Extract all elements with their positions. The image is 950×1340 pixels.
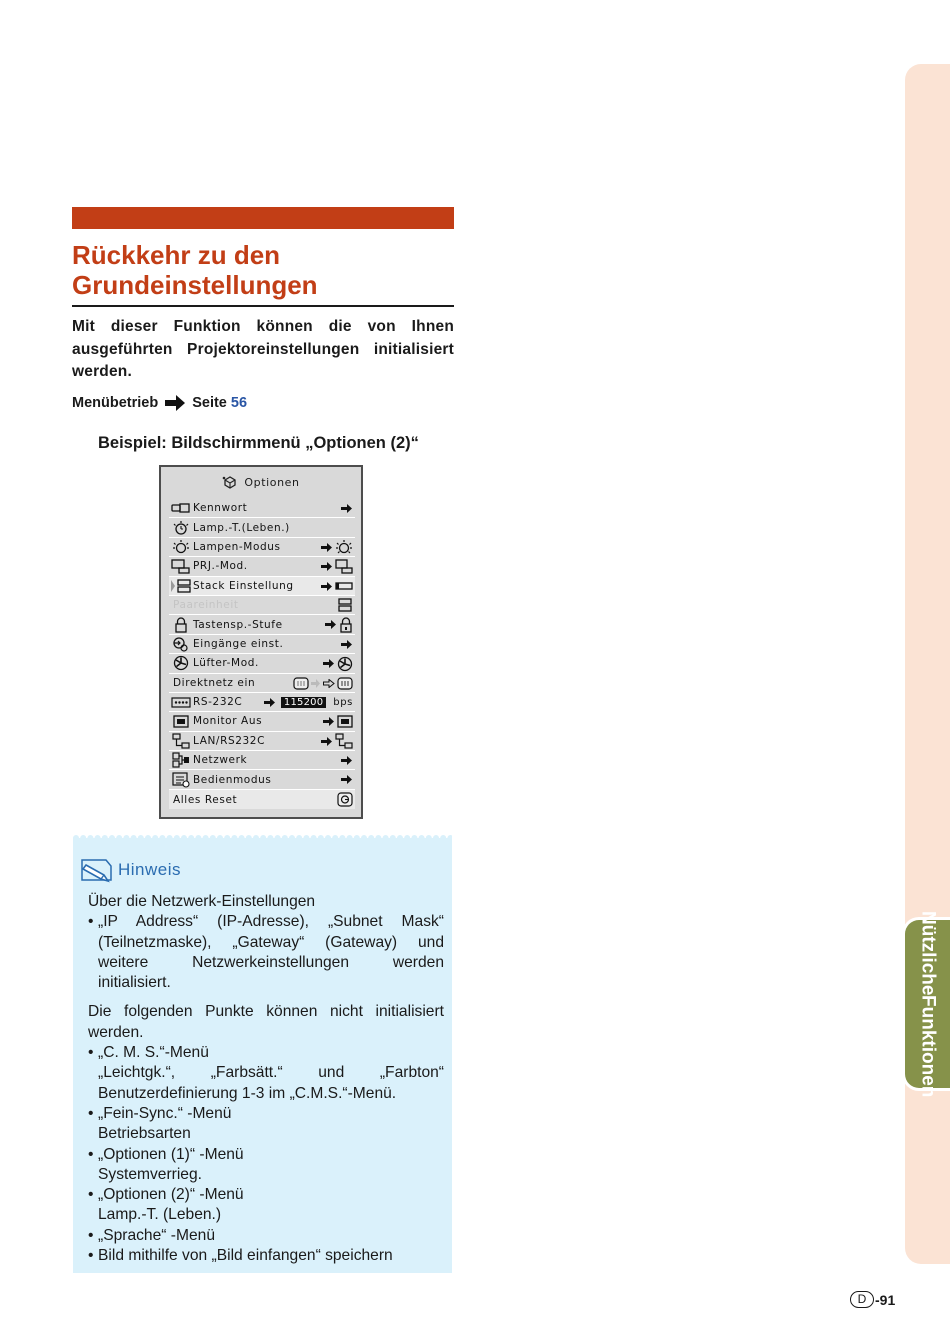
osd-item-label: Tastensp.-Stufe — [193, 618, 283, 631]
menu-ref-page-link[interactable]: 56 — [230, 395, 248, 411]
note-body — [88, 892, 444, 1266]
note-line: • „IP Address“ (IP-Adresse), „Subnet Mask“ — [98, 913, 444, 931]
osd-item-list — [169, 499, 355, 809]
intro-line2: ausgeführten Projektoreinstellungen initialisiert — [72, 340, 454, 358]
osd-header — [161, 467, 361, 497]
note-line: „Leichtgk.“, „Farbsätt.“ und „Farbton“ — [98, 1064, 444, 1082]
chapter-tab-label — [905, 910, 950, 1098]
arrow-right-icon — [341, 504, 353, 513]
lamp-icon — [169, 538, 193, 556]
note-paragraph: werden. — [88, 1023, 144, 1041]
note-paragraph: Über die Netzwerk-Einstellungen — [88, 893, 316, 910]
note-heading-text: Hinweis — [118, 860, 182, 879]
arrow-dim-icon — [311, 679, 321, 688]
menu-reference — [72, 395, 247, 411]
projection-icon — [169, 557, 193, 575]
osd-item-eingaenge-einst[interactable] — [169, 635, 355, 654]
pencil-icon — [80, 857, 116, 883]
osd-item-lan-rs232c[interactable] — [169, 732, 355, 751]
note-line: Betriebsarten — [98, 1125, 191, 1143]
key-icon — [169, 499, 193, 517]
section-title-line2: Grundeinstellungen — [72, 270, 318, 300]
arrow-right-icon — [323, 717, 335, 726]
note-bullet — [88, 1104, 444, 1145]
reset-icon — [337, 792, 353, 807]
lamp-timer-icon — [169, 519, 193, 537]
osd-item-tastensp-stufe[interactable] — [169, 615, 355, 634]
monitor-icon — [337, 715, 353, 728]
rs232c-icon — [169, 693, 193, 711]
osd-item-rs232c[interactable] — [169, 693, 355, 712]
osd-item-label: Stack Einstellung — [193, 579, 294, 592]
osd-item-label: RS-232C — [193, 696, 243, 709]
osd-item-label: Lüfter-Mod. — [193, 657, 259, 670]
page-prefix-badge: D — [850, 1291, 874, 1308]
network-settings-icon — [169, 751, 193, 769]
note-line: • „Optionen (1)“ -Menü — [98, 1145, 244, 1163]
arrow-right-icon — [325, 620, 337, 629]
note-heading — [80, 857, 181, 883]
chapter-tab-line1: Nützliche — [917, 910, 939, 996]
arrow-right-icon — [321, 737, 333, 746]
osd-item-lamp-timer[interactable] — [169, 518, 355, 537]
network-icon — [335, 733, 353, 749]
osd-item-bedienmodus[interactable] — [169, 770, 355, 789]
example-caption: Beispiel: Bildschirmmenü „Optionen (2)“ — [98, 434, 419, 452]
arrow-right-icon — [341, 756, 353, 765]
osd-item-label: Eingänge einst. — [193, 637, 284, 650]
note-line: • „C. M. S.“-Menü — [98, 1044, 209, 1062]
note-line: • „Optionen (2)“ -Menü — [98, 1186, 244, 1204]
menu-ref-page-word: Seite — [192, 395, 227, 411]
note-bullet — [88, 1145, 444, 1186]
chapter-tab[interactable] — [905, 910, 950, 1098]
note-bullet — [88, 1043, 444, 1104]
osd-item-label: LAN/RS232C — [193, 734, 265, 747]
page-number-text: -91 — [875, 1291, 896, 1308]
osd-item-label: Bedienmodus — [193, 773, 272, 786]
intro-line3: werden. — [72, 363, 132, 380]
right-arrow-icon — [164, 395, 186, 411]
note-bullet — [88, 1185, 444, 1226]
stack-icon — [169, 577, 193, 595]
osd-item-luefter-mod[interactable] — [169, 654, 355, 673]
osd-item-prj-mod[interactable] — [169, 557, 355, 576]
lamp-icon — [335, 539, 353, 555]
osd-item-monitor-aus[interactable] — [169, 712, 355, 731]
note-bullet — [88, 912, 444, 993]
osd-item-lampen-modus[interactable] — [169, 538, 355, 557]
arrow-right-icon — [264, 698, 276, 707]
projection-icon — [335, 559, 353, 574]
options-icon — [222, 475, 238, 489]
menu-ref-label: Menübetrieb — [72, 395, 159, 411]
arrow-right-icon — [341, 775, 353, 784]
lock-icon — [339, 617, 353, 633]
arrow-right-icon — [341, 640, 353, 649]
osd-item-label: Monitor Aus — [193, 715, 263, 728]
arrow-right-icon — [321, 582, 333, 591]
note-line: • „Sprache“ -Menü — [98, 1226, 215, 1244]
power-on-icon — [337, 677, 353, 690]
fan-icon — [169, 654, 193, 672]
note-bullet — [88, 1246, 444, 1266]
stack-icon — [337, 598, 353, 612]
osd-item-label: Alles Reset — [173, 793, 238, 806]
intro-line1: Mit dieser Funktion können die von Ihnen — [72, 318, 454, 335]
osd-item-direktnetz-ein[interactable] — [169, 674, 355, 693]
section-color-bar — [72, 207, 454, 229]
arrow-right-icon — [323, 659, 335, 668]
osd-item-netzwerk[interactable] — [169, 751, 355, 770]
osd-item-alles-reset[interactable] — [169, 790, 355, 809]
power-off-icon — [293, 677, 309, 690]
section-title-line1: Rückkehr zu den — [72, 240, 281, 270]
osd-menu — [159, 465, 363, 819]
input-icon — [169, 635, 193, 653]
note-line: • „Fein-Sync.“ -Menü — [98, 1104, 232, 1122]
osd-item-kennwort[interactable] — [169, 499, 355, 518]
arrow-right-icon — [321, 562, 333, 571]
osd-item-stack-einstellung[interactable] — [169, 577, 355, 596]
osd-item-label: Paareinheit — [173, 599, 239, 612]
note-line: Systemverrieg. — [98, 1165, 202, 1183]
note-line: (Teilnetzmaske), „Gateway“ (Gateway) und — [98, 933, 444, 951]
osd-item-paareinheit — [169, 596, 355, 615]
note-line: weitere Netzwerkeinstellungen werden — [98, 953, 444, 971]
note-line: Benutzerdefinierung 1-3 im „C.M.S.“-Menü. — [98, 1084, 397, 1102]
baud-rate-unit: bps — [333, 696, 353, 708]
note-paragraph: Die folgenden Punkte können nicht initialisiert — [88, 1003, 444, 1021]
osd-item-label: Lamp.-T.(Leben.) — [193, 521, 290, 534]
osd-item-label: Direktnetz ein — [173, 676, 256, 689]
network-icon — [169, 732, 193, 750]
lock-icon — [169, 616, 193, 634]
title-divider — [72, 305, 454, 307]
osd-item-label: Lampen-Modus — [193, 540, 281, 553]
baud-rate-value[interactable]: 115200 — [281, 697, 326, 708]
monitor-icon — [169, 712, 193, 730]
osd-title: Optionen — [244, 475, 300, 489]
osd-item-label: Kennwort — [193, 502, 248, 515]
note-bullet — [88, 1226, 444, 1246]
arrow-right-icon — [321, 543, 333, 552]
chapter-tab-line2: Funktionen — [917, 995, 939, 1098]
control-mode-icon — [169, 771, 193, 789]
fan-icon — [337, 656, 353, 672]
intro-paragraph — [72, 316, 454, 384]
note-line: • Bild mithilfe von „Bild einfangen“ speichern — [98, 1247, 393, 1265]
note-line: Lamp.-T. (Leben.) — [98, 1206, 222, 1224]
osd-item-label: Netzwerk — [193, 754, 248, 767]
osd-item-label: PRJ.-Mod. — [193, 560, 248, 573]
section-title — [72, 240, 454, 300]
page-number — [850, 1291, 895, 1308]
arrow-outline-icon — [323, 679, 335, 688]
note-line: initialisiert. — [98, 974, 171, 992]
bar-icon — [335, 581, 353, 591]
